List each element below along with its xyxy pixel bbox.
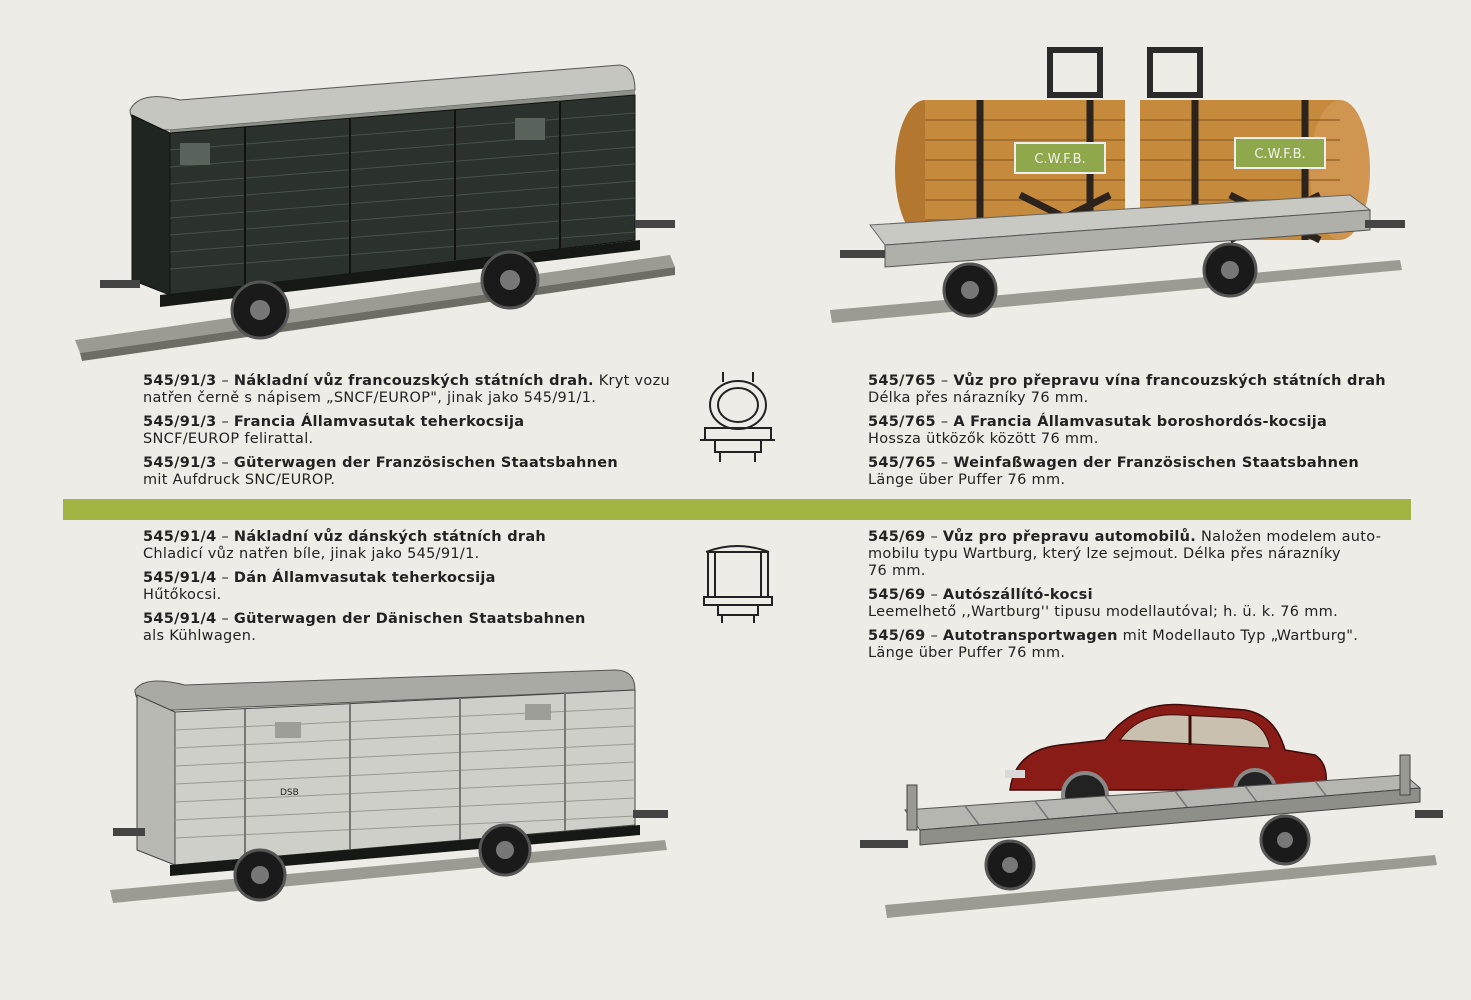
entry-line: Leemelhető ,,Wartburg'' tipusu modellautóval; h. ü. k. 76 mm. (868, 604, 1338, 620)
entry-line: Hűtőkocsi. (143, 587, 222, 603)
entry-545-91-4-hu: 545/91/4 – Dán Államvasutak teherkocsija Hűtőkocsi. (143, 570, 496, 603)
entry-545-765-hu: 545/765 – A Francia Államvasutak boroshordós-kocsija Hossza ütközők között 76 mm. (868, 414, 1328, 447)
entry-line: Länge über Puffer 76 mm. (868, 645, 1066, 661)
entry-title: Nákladní vůz francouzských státních drah. (233, 373, 594, 389)
entry-title: Francia Államvasutak teherkocsija (233, 414, 525, 430)
entry-title: Güterwagen der Dänischen Staatsbahnen (233, 611, 586, 627)
entry-line: mit Modellauto Typ „Wartburg". (1122, 628, 1359, 644)
entry-code: 545/69 (868, 529, 926, 545)
entry-545-69-cz: 545/69 – Vůz pro přepravu automobilů. Naložen modelem auto- mobilu typu Wartburg, který lze sejmout. Délka přes nárazníky 76 mm. (868, 529, 1382, 579)
entry-line: 76 mm. (868, 563, 926, 579)
entry-code: 545/765 (868, 455, 936, 471)
green-divider-band (63, 499, 1411, 520)
entry-line: Kryt vozu (598, 373, 671, 389)
entry-line: Chladicí vůz natřen bíle, jinak jako 545/91/1. (143, 546, 480, 562)
barrel-wagon-illustration (810, 45, 1410, 355)
entry-title: Vůz pro přepravu automobilů. (942, 529, 1197, 545)
entry-code: 545/91/4 (143, 611, 217, 627)
text-block-top-left (143, 373, 673, 496)
entry-code: 545/765 (868, 373, 936, 389)
entry-title: Vůz pro přepravu vína francouzských státních drah (953, 373, 1386, 389)
entry-line: Délka přes nárazníky 76 mm. (868, 390, 1089, 406)
entry-code: 545/91/3 (143, 455, 217, 471)
entry-title: Autószállító-kocsi (942, 587, 1093, 603)
entry-code: 545/91/3 (143, 414, 217, 430)
entry-line: mit Aufdruck SNC/EUROP. (143, 472, 336, 488)
entry-line: Hossza ütközők között 76 mm. (868, 431, 1099, 447)
entry-title: A Francia Államvasutak boroshordós-kocsija (953, 414, 1328, 430)
barrel-label-1: C.W.F.B. (1034, 152, 1086, 167)
entry-line: Länge über Puffer 76 mm. (868, 472, 1066, 488)
entry-545-91-4-cz: 545/91/4 – Nákladní vůz dánských státních drah Chladicí vůz natřen bíle, jinak jako 545/91/1. (143, 529, 547, 562)
profile-drawing-boxcar-icon (700, 540, 775, 625)
entry-code: 545/765 (868, 414, 936, 430)
entry-code: 545/91/3 (143, 373, 217, 389)
boxcar-dark-illustration (60, 55, 680, 365)
boxcar-light-illustration (95, 660, 675, 935)
entry-line: mobilu typu Wartburg, který lze sejmout. Délka přes nárazníky (868, 546, 1341, 562)
entry-545-91-3-cz: 545/91/3 – Nákladní vůz francouzských státních drah. Kryt vozu natřen černě s nápisem „SNCF/EUROP", jinak jako 545/91/1. (143, 373, 671, 406)
profile-drawing-tank-icon (695, 370, 780, 465)
entry-code: 545/69 (868, 628, 926, 644)
entry-545-69-de: 545/69 – Autotransportwagen mit Modellauto Typ „Wartburg". Länge über Puffer 76 mm. (868, 628, 1359, 661)
entry-code: 545/69 (868, 587, 926, 603)
entry-title: Dán Államvasutak teherkocsija (233, 570, 496, 586)
entry-title: Autotransportwagen (942, 628, 1118, 644)
entry-code: 545/91/4 (143, 529, 217, 545)
text-block-top-right (868, 373, 1408, 496)
entry-title: Nákladní vůz dánských státních drah (233, 529, 547, 545)
entry-line: natřen černě s nápisem „SNCF/EUROP", jinak jako 545/91/1. (143, 390, 597, 406)
entry-545-91-3-hu: 545/91/3 – Francia Államvasutak teherkocsija SNCF/EUROP felirattal. (143, 414, 525, 447)
entry-545-69-hu: 545/69 – Autószállító-kocsi Leemelhető ,,Wartburg'' tipusu modellautóval; h. ü. k. 76 mm. (868, 587, 1338, 620)
dsb-mark: DSB (280, 788, 299, 798)
entry-545-765-cz: 545/765 – Vůz pro přepravu vína francouzských státních drah Délka přes nárazníky 76 mm. (868, 373, 1386, 406)
entry-545-91-4-de: 545/91/4 – Güterwagen der Dänischen Staatsbahnen als Kühlwagen. (143, 611, 586, 644)
text-block-bottom-left (143, 529, 683, 652)
text-block-bottom-right (868, 529, 1408, 669)
entry-545-765-de: 545/765 – Weinfaßwagen der Französischen Staatsbahnen Länge über Puffer 76 mm. (868, 455, 1359, 488)
car-transporter-illustration (845, 690, 1445, 925)
entry-title: Güterwagen der Französischen Staatsbahnen (233, 455, 618, 471)
barrel-label-2: C.W.F.B. (1254, 147, 1306, 162)
entry-line: Naložen modelem auto- (1201, 529, 1382, 545)
entry-line: SNCF/EUROP felirattal. (143, 431, 314, 447)
entry-545-91-3-de: 545/91/3 – Güterwagen der Französischen Staatsbahnen mit Aufdruck SNC/EUROP. (143, 455, 618, 488)
entry-code: 545/91/4 (143, 570, 217, 586)
entry-title: Weinfaßwagen der Französischen Staatsbahnen (953, 455, 1359, 471)
entry-line: als Kühlwagen. (143, 628, 257, 644)
